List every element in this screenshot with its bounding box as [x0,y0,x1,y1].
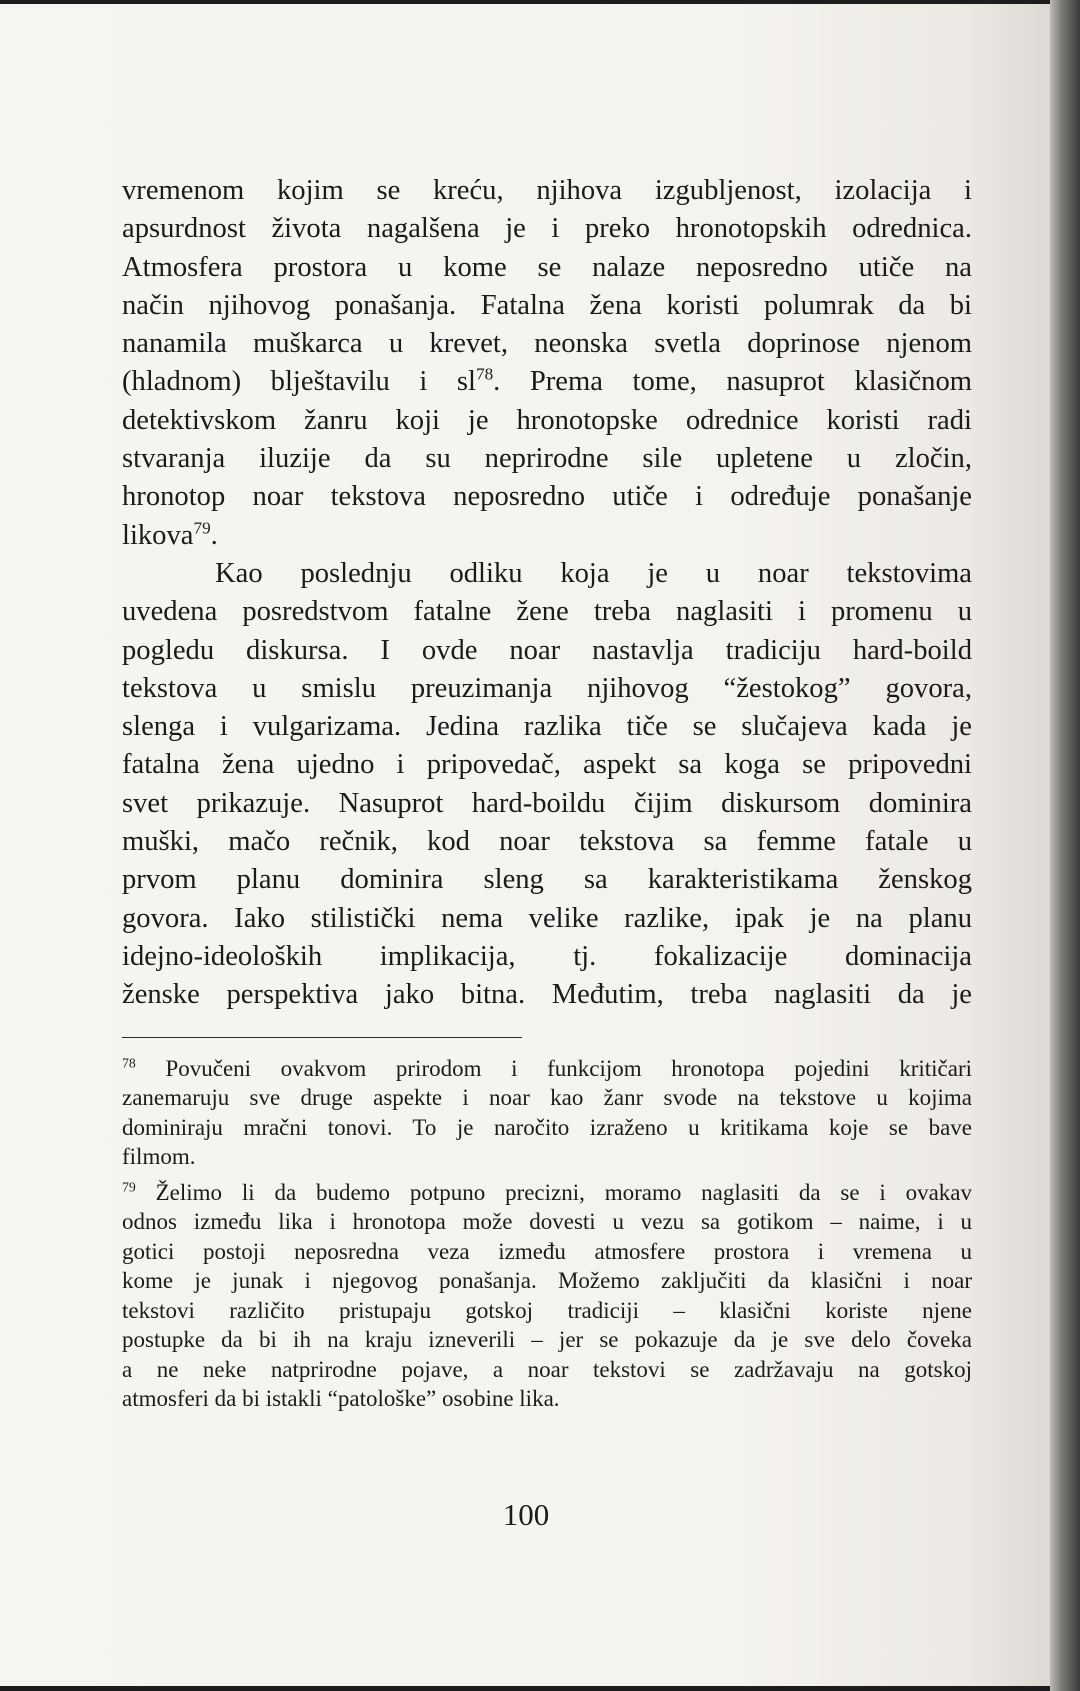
text-line: nanamila muškarca u krevet, neonska svetla doprinose njenom [122,328,972,360]
text-line: apsurdnost života nagalšena je i preko hronotopskih odrednica. [122,213,972,245]
footnote-line: dominiraju mračni tonovi. To je naročito izraženo u kritikama koje se bave [122,1114,972,1140]
footnote-number: 79 [122,1178,136,1194]
footnote-line: odnos između lika i hronotopa može dovesti u vezu sa gotikom – naime, i u [122,1209,972,1235]
footnote-line: kome je junak i njegovog ponašanja. Možemo zaključiti da klasični i noar [122,1268,972,1294]
text-line-with-footnote-ref [122,517,972,555]
scan-edge-shadow [1050,0,1080,1691]
footnote-number: 78 [122,1054,136,1070]
footnote-separator [122,1037,522,1038]
text-line: uvedena posredstvom fatalne žene treba naglasiti i promenu u [122,596,972,628]
paragraph-1 [122,172,972,555]
text-line: stvaranja iluzije da su neprirodne sile upletene u zločin, [122,443,972,475]
text-line: Kao poslednju odliku koja je u noar tekstovima [215,557,972,589]
paragraph-2 [122,555,972,1015]
text-line: način njihovog ponašanja. Fatalna žena koristi polumrak da bi [122,289,972,321]
text-segment: likova [122,519,194,551]
text-line: slenga i vulgarizama. Jedina razlika tiče se slučajeva kada je [122,711,972,743]
footnote-ref-78: 78 [475,364,494,384]
text-line: hronotop noar tekstova neposredno utiče i određuje ponašanje [122,481,972,513]
text-segment: . [210,519,218,551]
text-line: govora. Iako stilistički nema velike razlike, ipak je na planu [122,902,972,934]
footnote-ref-79: 79 [193,518,211,538]
footnote-78 [122,1054,972,1172]
footnote-line: a ne neke natprirodne pojave, a noar tekstovi se zadržavaju na gotskoj [122,1356,972,1382]
text-segment: Povučeni ovakvom prirodom i funkcijom hronotopa pojedini kritičari [165,1055,972,1081]
text-line: Atmosfera prostora u kome se nalaze neposredno utiče na [122,251,972,283]
footnote-line: gotici postoji neposredna veza između atmosfere prostora i vremena u [122,1238,972,1264]
text-line: tekstova u smislu preuzimanja njihovog “žestokog” govora, [122,672,972,704]
footnote-line: zanemaruju sve druge aspekte i noar kao žanr svode na tekstove u kojima [122,1085,972,1111]
footnote-line [122,1178,972,1208]
footnote-line [122,1054,972,1084]
text-line: muški, mačo rečnik, kod noar tekstova sa femme fatale u [122,826,972,858]
text-segment: . Prema tome, nasuprot klasičnom [493,366,972,398]
page-number: 100 [502,1497,550,1532]
text-line: fatalna žena ujedno i pripovedač, aspekt sa koga se pripovedni [122,749,972,781]
text-line: idejno-ideoloških implikacija, tj. fokalizacije dominacija [122,940,972,972]
text-line: pogledu diskursa. I ovde noar nastavlja tradiciju hard-boild [122,634,972,666]
footnote-79 [122,1178,972,1414]
footnote-line: atmosferi da bi istakli “patološke” osobine lika. [122,1386,560,1412]
book-page [0,4,1052,1686]
page-text-block [122,172,972,1420]
text-line-with-footnote-ref [122,363,972,401]
footnote-line: postupke da bi ih na kraju izneverili – jer se pokazuje da je sve delo čoveka [122,1327,972,1353]
footnote-line: tekstovi različito pristupaju gotskoj tradiciji – klasični koriste njene [122,1297,972,1323]
text-segment: (hladnom) blještavilu i sl [122,366,476,398]
text-line: prvom planu dominira sleng sa karakteristikama ženskog [122,864,972,896]
text-line: ženske perspektiva jako bitna. Međutim, treba naglasiti da je [122,979,972,1011]
text-line: detektivskom žanru koji je hronotopske odrednice koristi radi [122,404,972,436]
footnote-line: filmom. [122,1144,196,1170]
text-segment: Želimo li da budemo potpuno precizni, moramo naglasiti da se i ovakav [155,1179,972,1205]
text-line: svet prikazuje. Nasuprot hard-boildu čijim diskursom dominira [122,787,972,819]
text-line: vremenom kojim se kreću, njihova izgubljenost, izolacija i [122,175,972,206]
